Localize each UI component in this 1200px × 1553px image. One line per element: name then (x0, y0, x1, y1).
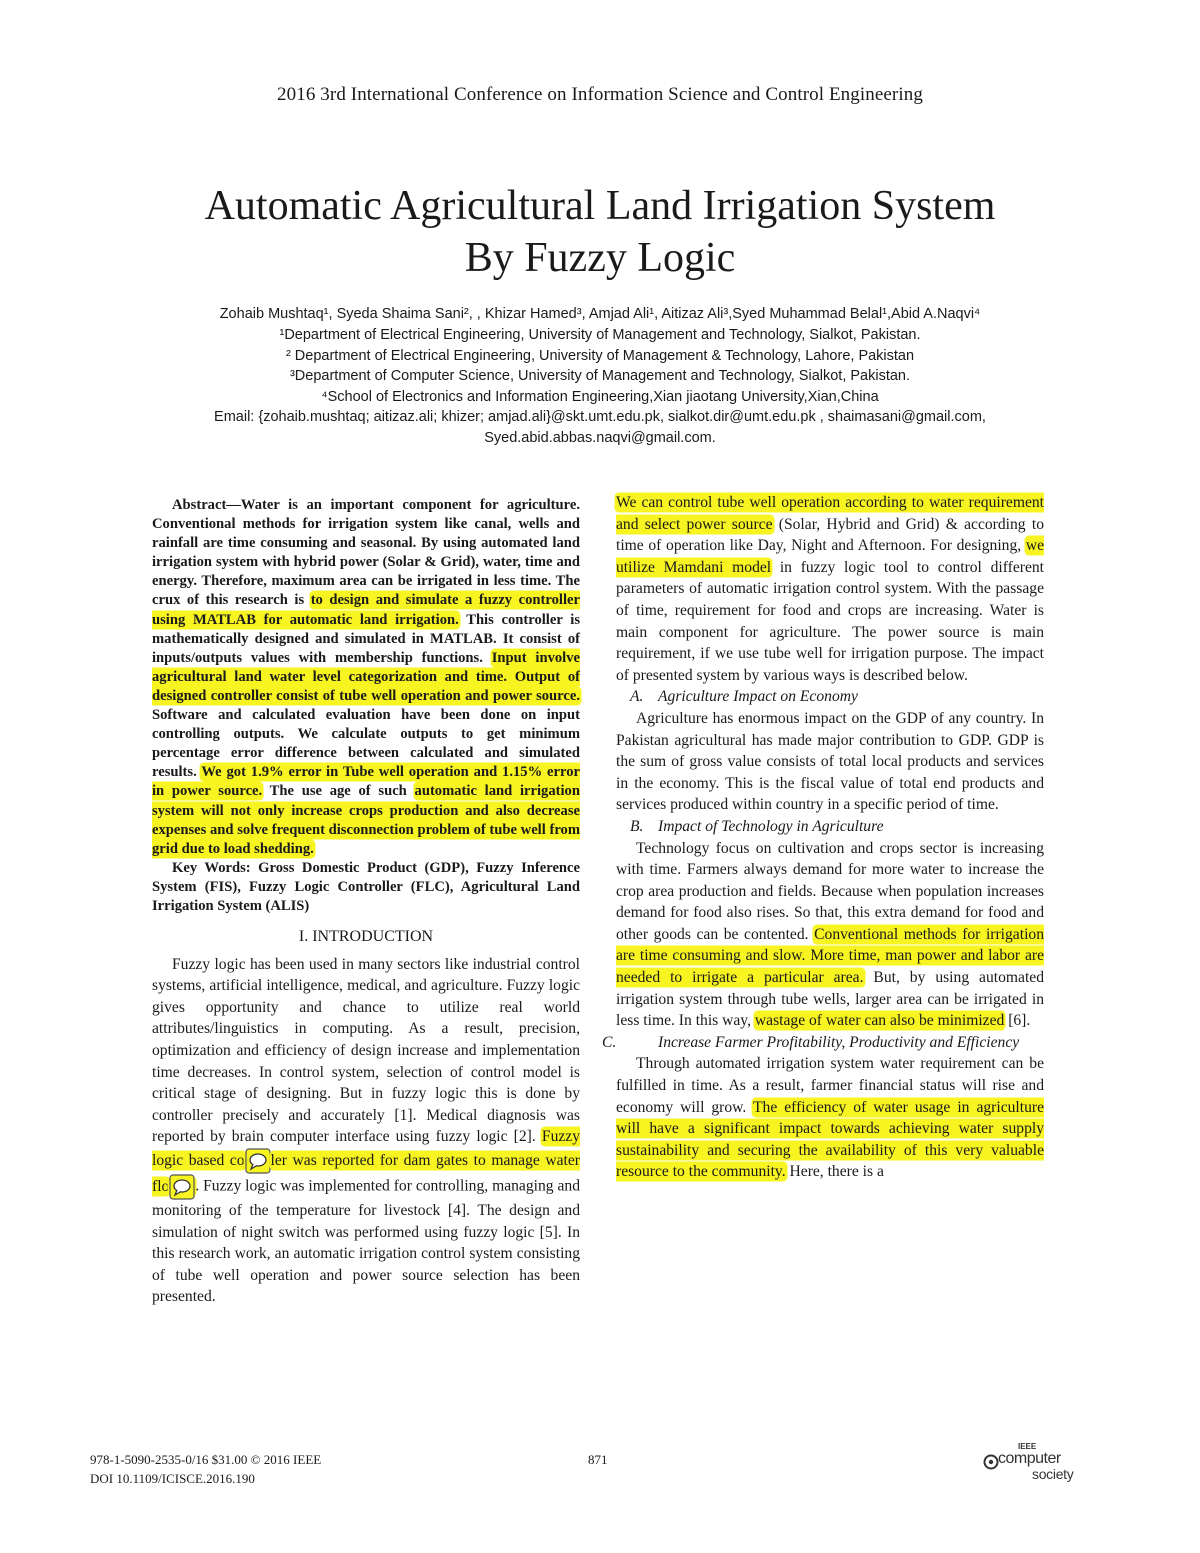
intro-text: Fuzzy logic has been used in many sectors like industrial control systems, artificial intelligence, medical, and agriculture. Fuzzy logic gives opportunity and chance to utilize real world attributes/linguistics in computing. As a result, precision, optimization and efficiency of design increase and implementation time decreases. In control system, selection of control model is critical stage of designing. But in fuzzy logic this is done by controller precisely and accurately [1]. Medical diagnosis was reported by brain computer interface using fuzzy logic [2]. (152, 955, 580, 1146)
body-text: in fuzzy logic tool to control different parameters of automatic irrigation control system. With the passage of time, requirement for food and crops are increasing. Water is main component for agriculture. The power source is main requirement, if we use tube well for irrigation purpose. The impact of presented system by various ways is described below. (616, 558, 1044, 684)
abstract-text: Software and calculated evaluation have been done on input controlling outputs. We calculate outputs to get minimum percentage error difference between calculated and simulated results. (152, 707, 580, 781)
subsection-number: C. (602, 1033, 617, 1051)
subsection-heading-a (616, 686, 1044, 708)
left-column (152, 496, 580, 1308)
highlight[interactable]: Input involve agricultural land water level categorization and time. Output of designed controller consist of tube well operation and power source. (152, 649, 580, 704)
body-text: Technology focus on cultivation and crops sector is increasing with time. Farmers always demand for more water to increase the crop area production and fields. Because when population increases demand for food also rises. So that, this extra demand for food and other goods can be contented. (616, 839, 1044, 943)
subsection-a-text: Agriculture has enormous impact on the GDP of any country. In Pakistan agricultural has made major contribution to GDP. GDP is the sum of gross value consists of total local products and services in the economy. This is the fiscal value of total end products and services produced within country in a specific period of time. (616, 709, 1044, 814)
subsection-heading-c (602, 1032, 1044, 1054)
affiliation-2: ² Department of Electrical Engineering, University of Management & Technology, Lahore, Pakistan (285, 348, 915, 364)
highlight[interactable]: wastage of water can also be minimized (754, 1012, 1005, 1030)
affiliation-3: ³Department of Computer Science, University of Management and Technology, Sialkot, Pakistan. (289, 368, 911, 384)
title-line-1: Automatic Agricultural Land Irrigation System (204, 183, 996, 229)
subsection-title: Impact of Technology in Agriculture (658, 817, 884, 835)
highlight[interactable]: We got 1.9% error in Tube well operation and 1.15% error in power source. (152, 764, 580, 800)
highlight[interactable]: Fuzzy logic based co (152, 1128, 580, 1169)
comment-note-icon-2[interactable] (169, 1178, 195, 1195)
subsection-title: Agriculture Impact on Economy (658, 688, 858, 706)
right-column (602, 492, 1044, 1183)
body-text: Here, there is a (785, 1163, 884, 1181)
author-names: Zohaib Mushtaq¹, Syeda Shaima Sani², , Khizar Hamed³, Amjad Ali¹, Aitizaz Ali³,Syed Muhammad Belal¹,Abid A.Naqvi⁴ (219, 306, 981, 322)
title-line-2: By Fuzzy Logic (464, 235, 736, 281)
comment-note-icon[interactable] (245, 1152, 271, 1169)
highlight[interactable]: The efficiency of water usage in agriculture will have a significant impact towards achieving water supply sustainability and securing the availability of this very valuable resource to the community. (616, 1098, 1044, 1181)
introduction-paragraph (152, 954, 580, 1308)
footer-doi: DOI 10.1109/ICISCE.2016.190 (90, 1471, 255, 1486)
body-text: But, by using automated irrigation system through tube wells, larger area can be irrigated in less time. In this way, (616, 969, 1044, 1030)
body-text: (Solar, Hybrid and Grid) & according to time of operation like Day, Night and Afternoon. For designing, (616, 515, 1044, 555)
body-text: [6]. (1004, 1012, 1031, 1030)
abstract (152, 496, 580, 859)
subsection-number: B. (630, 817, 644, 835)
section-heading-introduction: I. INTRODUCTION (298, 928, 434, 946)
logo-society-text: society (1032, 1466, 1074, 1482)
abstract-text: The use age of such (262, 783, 415, 800)
affiliation-1: ¹Department of Electrical Engineering, University of Management and Technology, Sialkot, Pakistan. (279, 327, 921, 343)
highlight[interactable]: to design and simulate a fuzzy controller using MATLAB for automatic land irrigation. (152, 592, 580, 628)
highlight[interactable]: we utilize Mamdani model (616, 537, 1044, 576)
subsection-title: Increase Farmer Profitability, Productivity and Efficiency (658, 1033, 1020, 1051)
subsection-c-text (616, 1053, 1044, 1183)
subsection-heading-b (616, 816, 1044, 838)
logo-ieee-text: IEEE (1018, 1442, 1037, 1451)
paper-title (0, 180, 1200, 284)
intro-text: . Fuzzy logic was implemented for controlling, managing and monitoring of the temperature for livestock [4]. The design and simulation of night switch was performed using fuzzy logic [5]. In this research work, an automatic irrigation control system consisting of tube well operation and power source selection has been presented. (152, 1177, 580, 1306)
subsection-b-text (616, 838, 1044, 1032)
page-number: 871 (588, 1452, 608, 1467)
footer-isbn: 978-1-5090-2535-0/16 $31.00 © 2016 IEEE (90, 1452, 322, 1467)
right-intro-paragraph (616, 492, 1044, 686)
keywords: Key Words: Gross Domestic Product (GDP), Fuzzy Inference System (FIS), Fuzzy Logic Controller (FLC), Agricultural Land Irrigation System (ALIS) (152, 859, 580, 914)
conference-header: 2016 3rd International Conference on Information Science and Control Engineering (277, 84, 923, 105)
author-emails-cont: Syed.abid.abbas.naqvi@gmail.com. (484, 430, 716, 446)
body-text: Through automated irrigation system water requirement can be fulfilled in time. As a result, farmer financial status will rise and economy will grow. (616, 1055, 1044, 1116)
logo-computer-text: computer (998, 1450, 1061, 1467)
ieee-computer-society-logo (980, 1442, 1090, 1486)
highlight[interactable]: automatic land irrigation system will not only increase crops production and also decrease expenses and solve frequent disconnection problem of tube well from grid due to load shedding. (152, 783, 580, 857)
author-emails: Email: {zohaib.mushtaq; aitizaz.ali; khizer; amjad.ali}@skt.umt.edu.pk, sialkot.dir@umt.edu.pk , shaimasani@gmail.com, (214, 409, 986, 425)
abstract-text: Abstract—Water is an important component for agriculture. Conventional methods for irrigation system like canal, wells and rainfall are time consuming and seasonal. By using automated land irrigation system with hybrid power (Solar & Grid), water, time and energy. Therefore, maximum area can be irrigated in less time. The crux of this research is (152, 497, 580, 609)
affiliation-4: ⁴School of Electronics and Information Engineering,Xian jiaotang University,Xian,China (321, 389, 879, 405)
abstract-text: This controller is mathematically designed and simulated in MATLAB. It consist of inputs/outputs values with membership functions. (152, 611, 580, 666)
highlight[interactable]: ler was reported for dam gates to manage water flo (152, 1151, 580, 1195)
subsection-number: A. (630, 688, 644, 706)
highlight[interactable]: Conventional methods for irrigation are time consuming and slow. More time, man power and labor are needed to irrigate a particular area. (616, 925, 1044, 987)
highlight[interactable]: We can control tube well operation according to water requirement and select power source (616, 494, 1044, 533)
